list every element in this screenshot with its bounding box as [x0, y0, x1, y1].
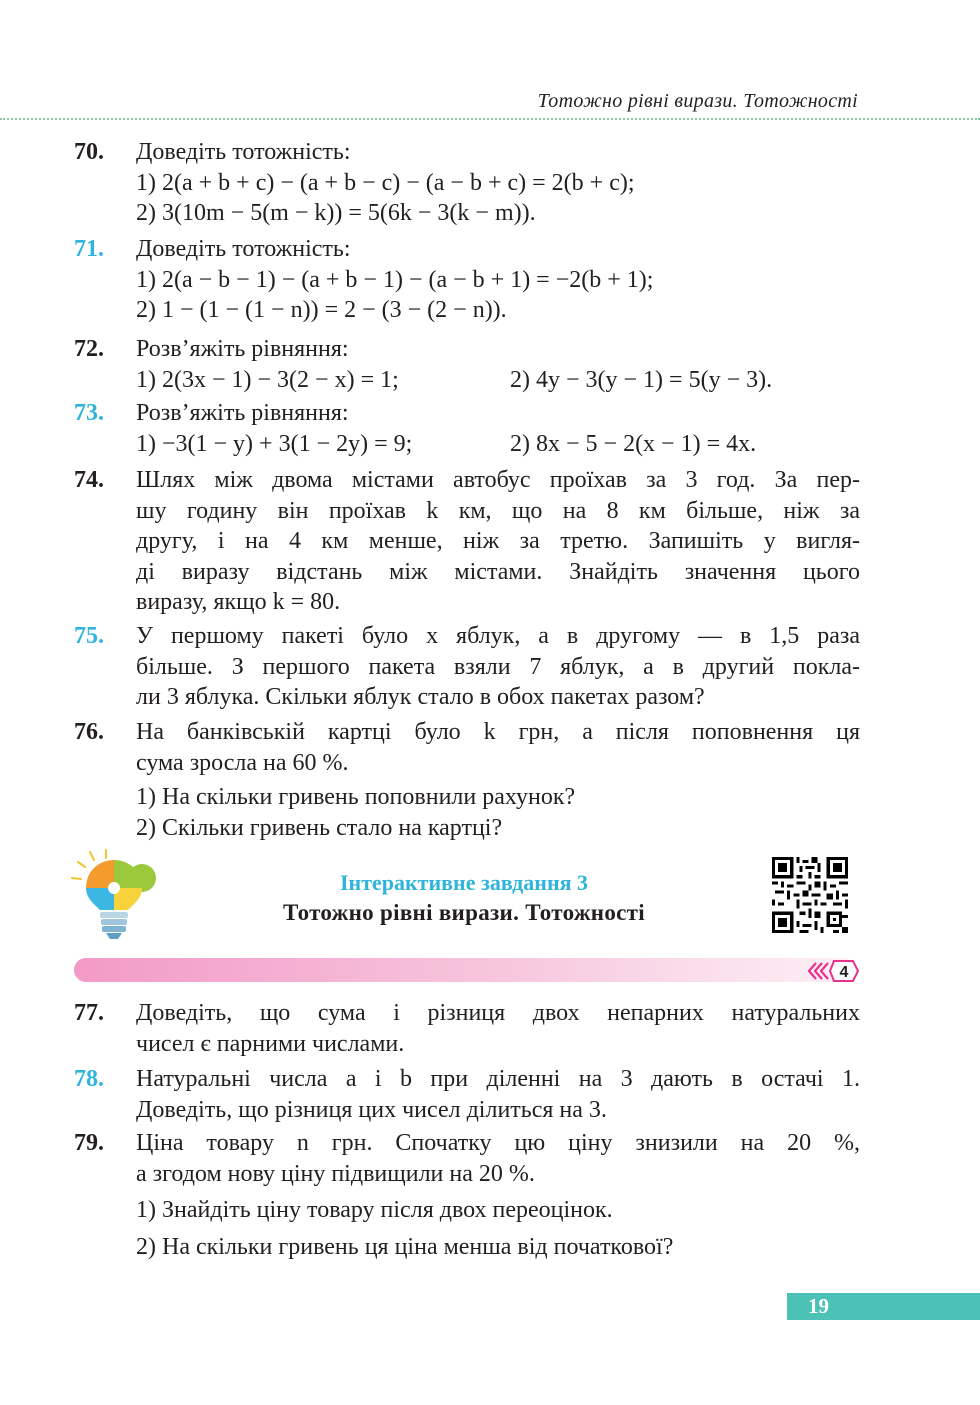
equation-2: 2) 4y − 3(y − 1) = 5(y − 3).	[510, 366, 773, 393]
problem-number: 75.	[74, 623, 104, 649]
problem-text-line: На банківській картці було k грн, а після поповнення ця	[136, 719, 860, 745]
problem-78	[74, 1064, 860, 1125]
equation-1: 1) −3(1 − y) + 3(1 − 2y) = 9;	[136, 430, 413, 457]
problem-text: Розв’яжіть рівняння:	[136, 400, 349, 426]
question-1: 1) Знайдіть ціну товару після двох переоцінок.	[136, 1197, 613, 1223]
problem-number: 70.	[74, 139, 104, 165]
problem-text-line: другу, і на 4 км менше, ніж за третю. Запишіть у вигля-	[136, 528, 860, 554]
qr-code[interactable]	[772, 857, 848, 933]
identity-1: 1) 2(a + b + c) − (a + b − c) − (a − b + c) = 2(b + c);	[136, 169, 635, 196]
question-2: 2) Скільки гривень стало на картці?	[136, 814, 503, 841]
identity-1: 1) 2(a − b − 1) − (a + b − 1) − (a − b + 1) = −2(b + 1);	[136, 266, 654, 293]
problem-text-line: сума зросла на 60 %.	[136, 749, 349, 776]
interactive-task-title: Інтерактивне завдання 3	[339, 870, 589, 895]
level-number: 4	[839, 964, 849, 981]
problem-75	[74, 621, 860, 713]
problem-text-line: виразу, якщо k = 80.	[136, 589, 341, 615]
problem-text: Доведіть тотожність:	[136, 139, 351, 165]
problem-text: Розв’яжіть рівняння:	[136, 336, 349, 362]
page-number: 19	[808, 1294, 829, 1318]
problem-73	[74, 398, 860, 459]
problem-76	[74, 717, 860, 843]
problem-text-line: Натуральні числа a і b при діленні на 3 дають в остачі 1.	[136, 1066, 860, 1092]
running-head: Тотожно рівні вирази. Тотожності	[537, 90, 858, 112]
identity-2: 2) 1 − (1 − (1 − n)) = 2 − (3 − (2 − n)).	[136, 297, 507, 323]
problem-number: 79.	[74, 1130, 104, 1156]
problem-number: 71.	[74, 236, 104, 262]
problem-text-line: шу годину він проїхав k км, що на 8 км більше, ніж за	[136, 497, 860, 524]
problem-number: 77.	[74, 1000, 104, 1026]
problem-text-line: Доведіть, що сума і різниця двох непарних натуральних	[136, 1000, 860, 1026]
problem-text-line: ли 3 яблука. Скільки яблук стало в обох пакетах разом?	[136, 684, 705, 710]
problem-text-line: У першому пакеті було x яблук, а в другому — в 1,5 раза	[136, 623, 860, 649]
problem-72	[74, 334, 860, 395]
problem-77	[74, 998, 860, 1059]
problem-text-line: чисел є парними числами.	[136, 1030, 405, 1057]
problem-number: 74.	[74, 467, 104, 493]
problem-70	[74, 137, 860, 229]
problem-text-line: більше. З першого пакета взяли 7 яблук, а в другий покла-	[136, 653, 860, 680]
problem-text-line: Шлях між двома містами автобус проїхав за 3 год. За пер-	[136, 467, 860, 493]
problem-text-line: а згодом нову ціну підвищили на 20 %.	[136, 1160, 535, 1187]
question-2: 2) На скільки гривень ця ціна менша від початкової?	[136, 1233, 674, 1260]
interactive-task-subtitle: Тотожно рівні вирази. Тотожності	[283, 900, 645, 925]
question-1: 1) На скільки гривень поповнили рахунок?	[136, 784, 576, 810]
equation-2: 2) 8x − 5 − 2(x − 1) = 4x.	[510, 430, 757, 457]
interactive-task-banner	[0, 848, 980, 988]
header-divider	[0, 118, 980, 120]
problem-number: 76.	[74, 719, 104, 745]
problem-text: Доведіть тотожність:	[136, 236, 351, 262]
identity-2: 2) 3(10m − 5(m − k)) = 5(6k − 3(k − m)).	[136, 200, 536, 226]
problem-79	[74, 1128, 860, 1262]
problem-74	[74, 465, 860, 618]
page-number-tab	[787, 1293, 980, 1320]
problem-number: 73.	[74, 400, 104, 426]
level-bar	[74, 958, 856, 982]
problem-71	[74, 234, 860, 326]
problem-text-line: Ціна товару n грн. Спочатку цю ціну знизили на 20 %,	[136, 1130, 860, 1156]
problem-text-line: ді виразу відстань між містами. Знайдіть значення цього	[136, 558, 860, 585]
equation-1: 1) 2(3x − 1) − 3(2 − x) = 1;	[136, 366, 399, 393]
puzzle-lightbulb-icon	[70, 848, 164, 944]
problem-number: 72.	[74, 336, 104, 362]
level-badge	[804, 958, 860, 984]
problem-text-line: Доведіть, що різниця цих чисел ділиться на 3.	[136, 1096, 607, 1123]
problem-number: 78.	[74, 1066, 104, 1092]
